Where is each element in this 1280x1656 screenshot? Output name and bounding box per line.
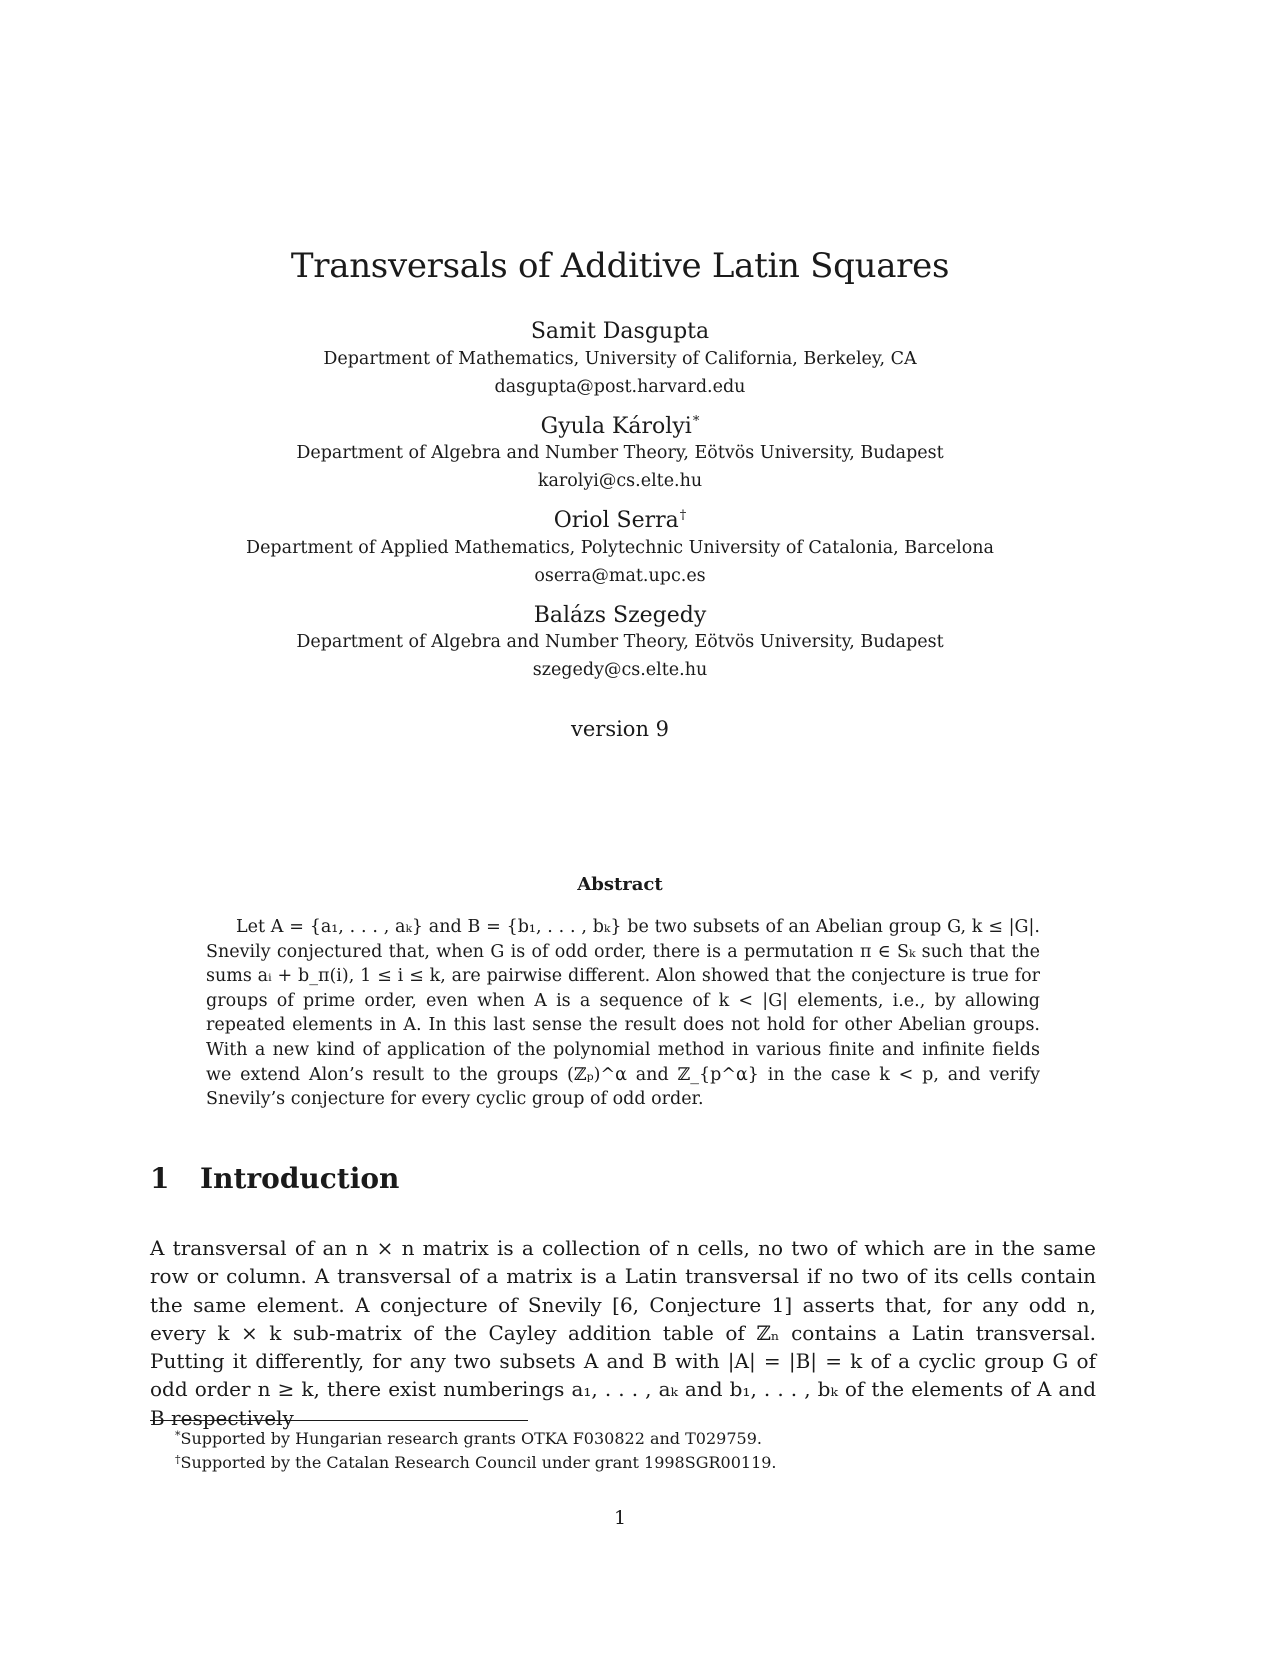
footnote-text: Supported by the Catalan Research Council under grant 1998SGR00119. xyxy=(180,1453,777,1472)
footnote-mark: † xyxy=(175,1453,181,1466)
page-number: 1 xyxy=(613,1507,627,1529)
author-email: dasgupta@post.harvard.edu xyxy=(494,377,746,397)
version-label: version 9 xyxy=(570,717,670,741)
footnote-text: Supported by Hungarian research grants OTKA F030822 and T029759. xyxy=(180,1429,762,1448)
abstract-text-content: Let A = {a₁, . . . , aₖ} and B = {b₁, . . . , bₖ} be two subsets of an Abelian group G, k ≤ |G|. Snevily conjectured that, when G is of odd order, there is a permutation π ∈ Sₖ such that the sums aᵢ + b_π(i), 1 ≤ i ≤ k, are pairwise different. Alon showed that the conjecture is true for groups of prime order, even when A is a sequence of k < |G| elements, i.e., by allowing repeated elements in A. In this last sense the result does not hold for other Abelian groups. With a new kind of application of the polynomial method in various finite and infinite fields we extend Alon’s result to the groups (ℤₚ)^α and ℤ_{p^α} in the case k < p, and verify Snevily’s conjecture for every cyclic group of odd order. xyxy=(206,917,1040,1110)
author-affiliation: Department of Algebra and Number Theory, Eötvös University, Budapest xyxy=(296,443,944,463)
author-affiliation: Department of Algebra and Number Theory, Eötvös University, Budapest xyxy=(296,632,944,652)
footnote-divider xyxy=(150,1420,528,1421)
author-affiliation: Department of Applied Mathematics, Polytechnic University of Catalonia, Barcelona xyxy=(246,538,994,558)
author-affiliation: Department of Mathematics, University of California, Berkeley, CA xyxy=(323,349,917,369)
author-email: oserra@mat.upc.es xyxy=(534,566,706,586)
section-title: Introduction xyxy=(200,1162,400,1195)
author-name xyxy=(0,508,1240,533)
author-email: karolyi@cs.elte.hu xyxy=(537,471,703,491)
section-heading xyxy=(150,1162,399,1195)
paper-title: Transversals of Additive Latin Squares xyxy=(290,246,950,286)
footnote-mark: * xyxy=(692,414,700,429)
author-email: szegedy@cs.elte.hu xyxy=(532,660,708,680)
footnote xyxy=(175,1429,762,1448)
author-name xyxy=(0,414,1240,439)
author-name-text: Gyula Károlyi xyxy=(540,414,692,439)
author-name-text: Oriol Serra xyxy=(553,508,679,533)
abstract-text xyxy=(206,915,1040,1112)
author-name-text: Samit Dasgupta xyxy=(530,319,710,344)
footnote-mark: † xyxy=(679,508,687,523)
footnote-mark: * xyxy=(175,1429,181,1442)
author-name-text: Balázs Szegedy xyxy=(533,603,707,628)
footnote xyxy=(175,1453,777,1472)
author-name xyxy=(0,319,1240,344)
author-name xyxy=(0,603,1240,628)
intro-paragraph: A transversal of an n × n matrix is a collection of n cells, no two of which are in the same row or column. A transversal of a matrix is a Latin transversal if no two of its cells contain the same element. A conjecture of Snevily [6, Conjecture 1] asserts that, for any odd n, every k × k sub-matrix of the Cayley addition table of ℤₙ contains a Latin transversal. Putting it differently, for any two subsets A and B with |A| = |B| = k of a cyclic group G of odd order n ≥ k, there exist numberings a₁, . . . , aₖ and b₁, . . . , bₖ of the elements of A and B respectively xyxy=(150,1236,1096,1430)
section-number: 1 xyxy=(150,1162,170,1195)
abstract-heading: Abstract xyxy=(577,874,663,895)
